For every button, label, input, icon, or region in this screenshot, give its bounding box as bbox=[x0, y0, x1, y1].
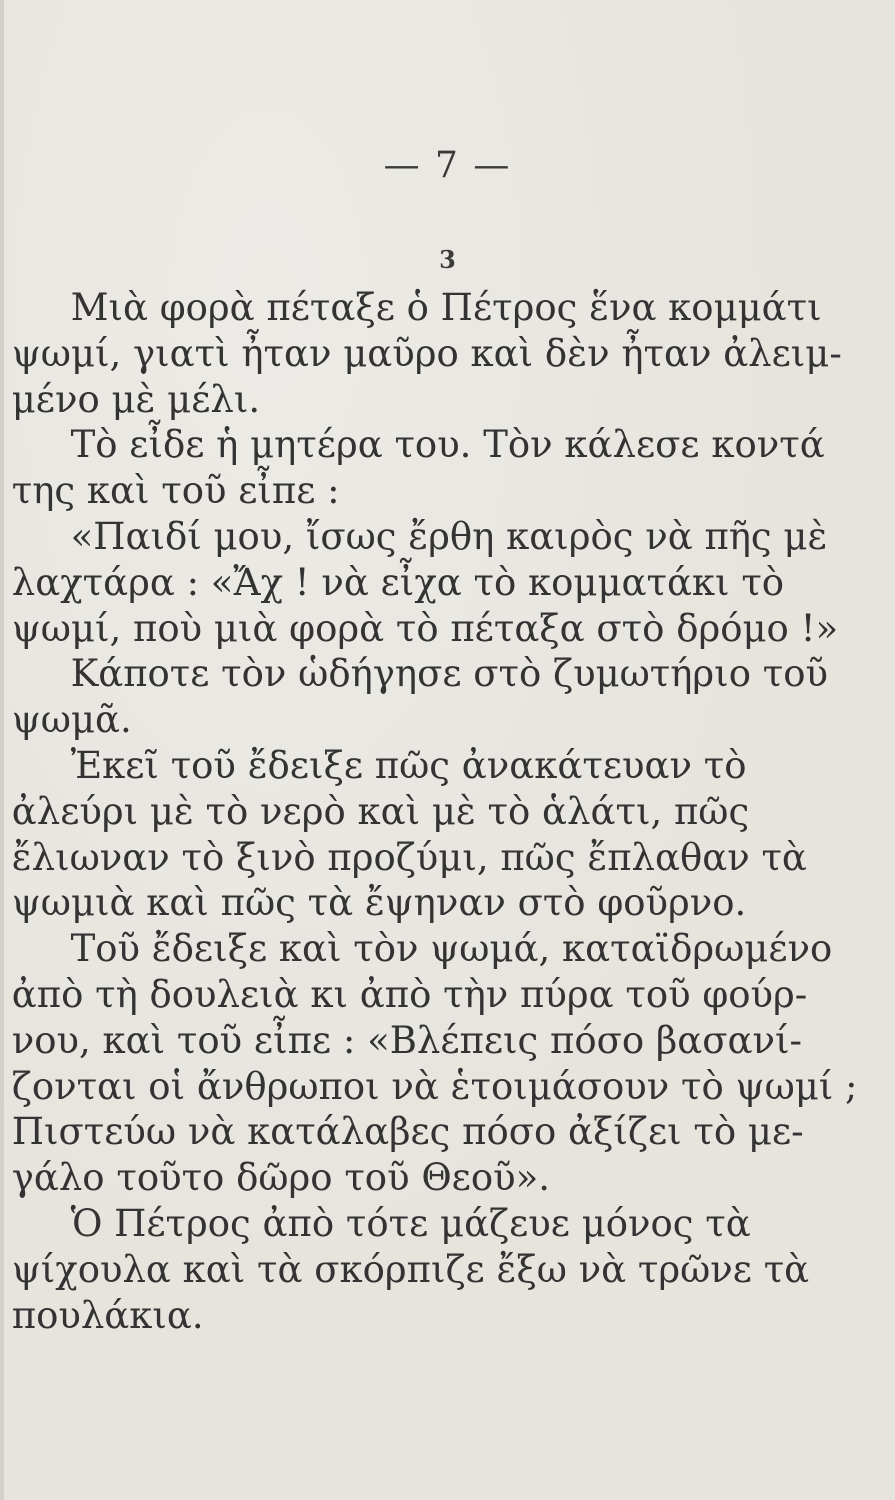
text-line: πουλάκια. bbox=[0, 1293, 204, 1337]
text-line: ψωμιὰ καὶ πῶς τὰ ἔψηναν στὸ φοῦρνο. bbox=[0, 881, 747, 925]
text-line: Κάποτε τὸν ὡδήγησε στὸ ζυμωτήριο τοῦ bbox=[0, 652, 828, 696]
text-line: μένο μὲ μέλι. bbox=[0, 377, 261, 421]
text-line: ψίχουλα καὶ τὰ σκόρπιζε ἔξω νὰ τρῶνε τὰ bbox=[0, 1247, 810, 1291]
text-line: ψωμᾶ. bbox=[0, 698, 132, 742]
text-line: ἀπὸ τὴ δουλειὰ κι ἀπὸ τὴν πύρα τοῦ φούρ- bbox=[0, 972, 808, 1016]
page-number: — 7 — bbox=[383, 145, 512, 186]
text-line: λαχτάρα : «Ἄχ ! νὰ εἶχα τὸ κομματάκι τὸ bbox=[0, 560, 785, 604]
text-line: της καὶ τοῦ εἶπε : bbox=[0, 469, 340, 513]
story-text bbox=[0, 285, 858, 1338]
text-line: ἀλεύρι μὲ τὸ νερὸ καὶ μὲ τὸ ἁλάτι, πῶς bbox=[0, 789, 750, 833]
text-line: γάλο τοῦτο δῶρο τοῦ Θεοῦ». bbox=[0, 1156, 550, 1200]
text-line: ψωμί, ποὺ μιὰ φορὰ τὸ πέταξα στὸ δρόμο !» bbox=[0, 606, 839, 650]
chapter-number: 3 bbox=[439, 245, 456, 274]
text-line: ἔλιωναν τὸ ξινὸ προζύμι, πῶς ἔπλαθαν τὰ bbox=[0, 835, 807, 879]
text-line: Τὸ εἶδε ἡ μητέρα του. Τὸν κάλεσε κοντά bbox=[0, 423, 825, 467]
text-line: Μιὰ φορὰ πέταξε ὁ Πέτρος ἕνα κομμάτι bbox=[0, 286, 822, 329]
text-line: ζονται οἱ ἄνθρωποι νὰ ἑτοιμάσουν τὸ ψωμί ; bbox=[0, 1064, 858, 1108]
text-line: Τοῦ ἔδειξε καὶ τὸν ψωμά, καταϊδρωμένο bbox=[0, 927, 833, 971]
text-line: ψωμί, γιατὶ ἦταν μαῦρο καὶ δὲν ἦταν ἀλειμ- bbox=[0, 331, 842, 375]
text-line: Ὁ Πέτρος ἀπὸ τότε μάζευε μόνος τὰ bbox=[0, 1201, 751, 1245]
text-line: Ἐκεῖ τοῦ ἔδειξε πῶς ἀνακάτευαν τὸ bbox=[0, 743, 747, 787]
text-line: Πιστεύω νὰ κατάλαβες πόσο ἀξίζει τὸ με- bbox=[0, 1110, 804, 1154]
text-line: «Παιδί μου, ἴσως ἔρθη καιρὸς νὰ πῆς μὲ bbox=[0, 514, 828, 558]
text-line: νου, καὶ τοῦ εἶπε : «Βλέπεις πόσο βασανί- bbox=[0, 1018, 803, 1062]
